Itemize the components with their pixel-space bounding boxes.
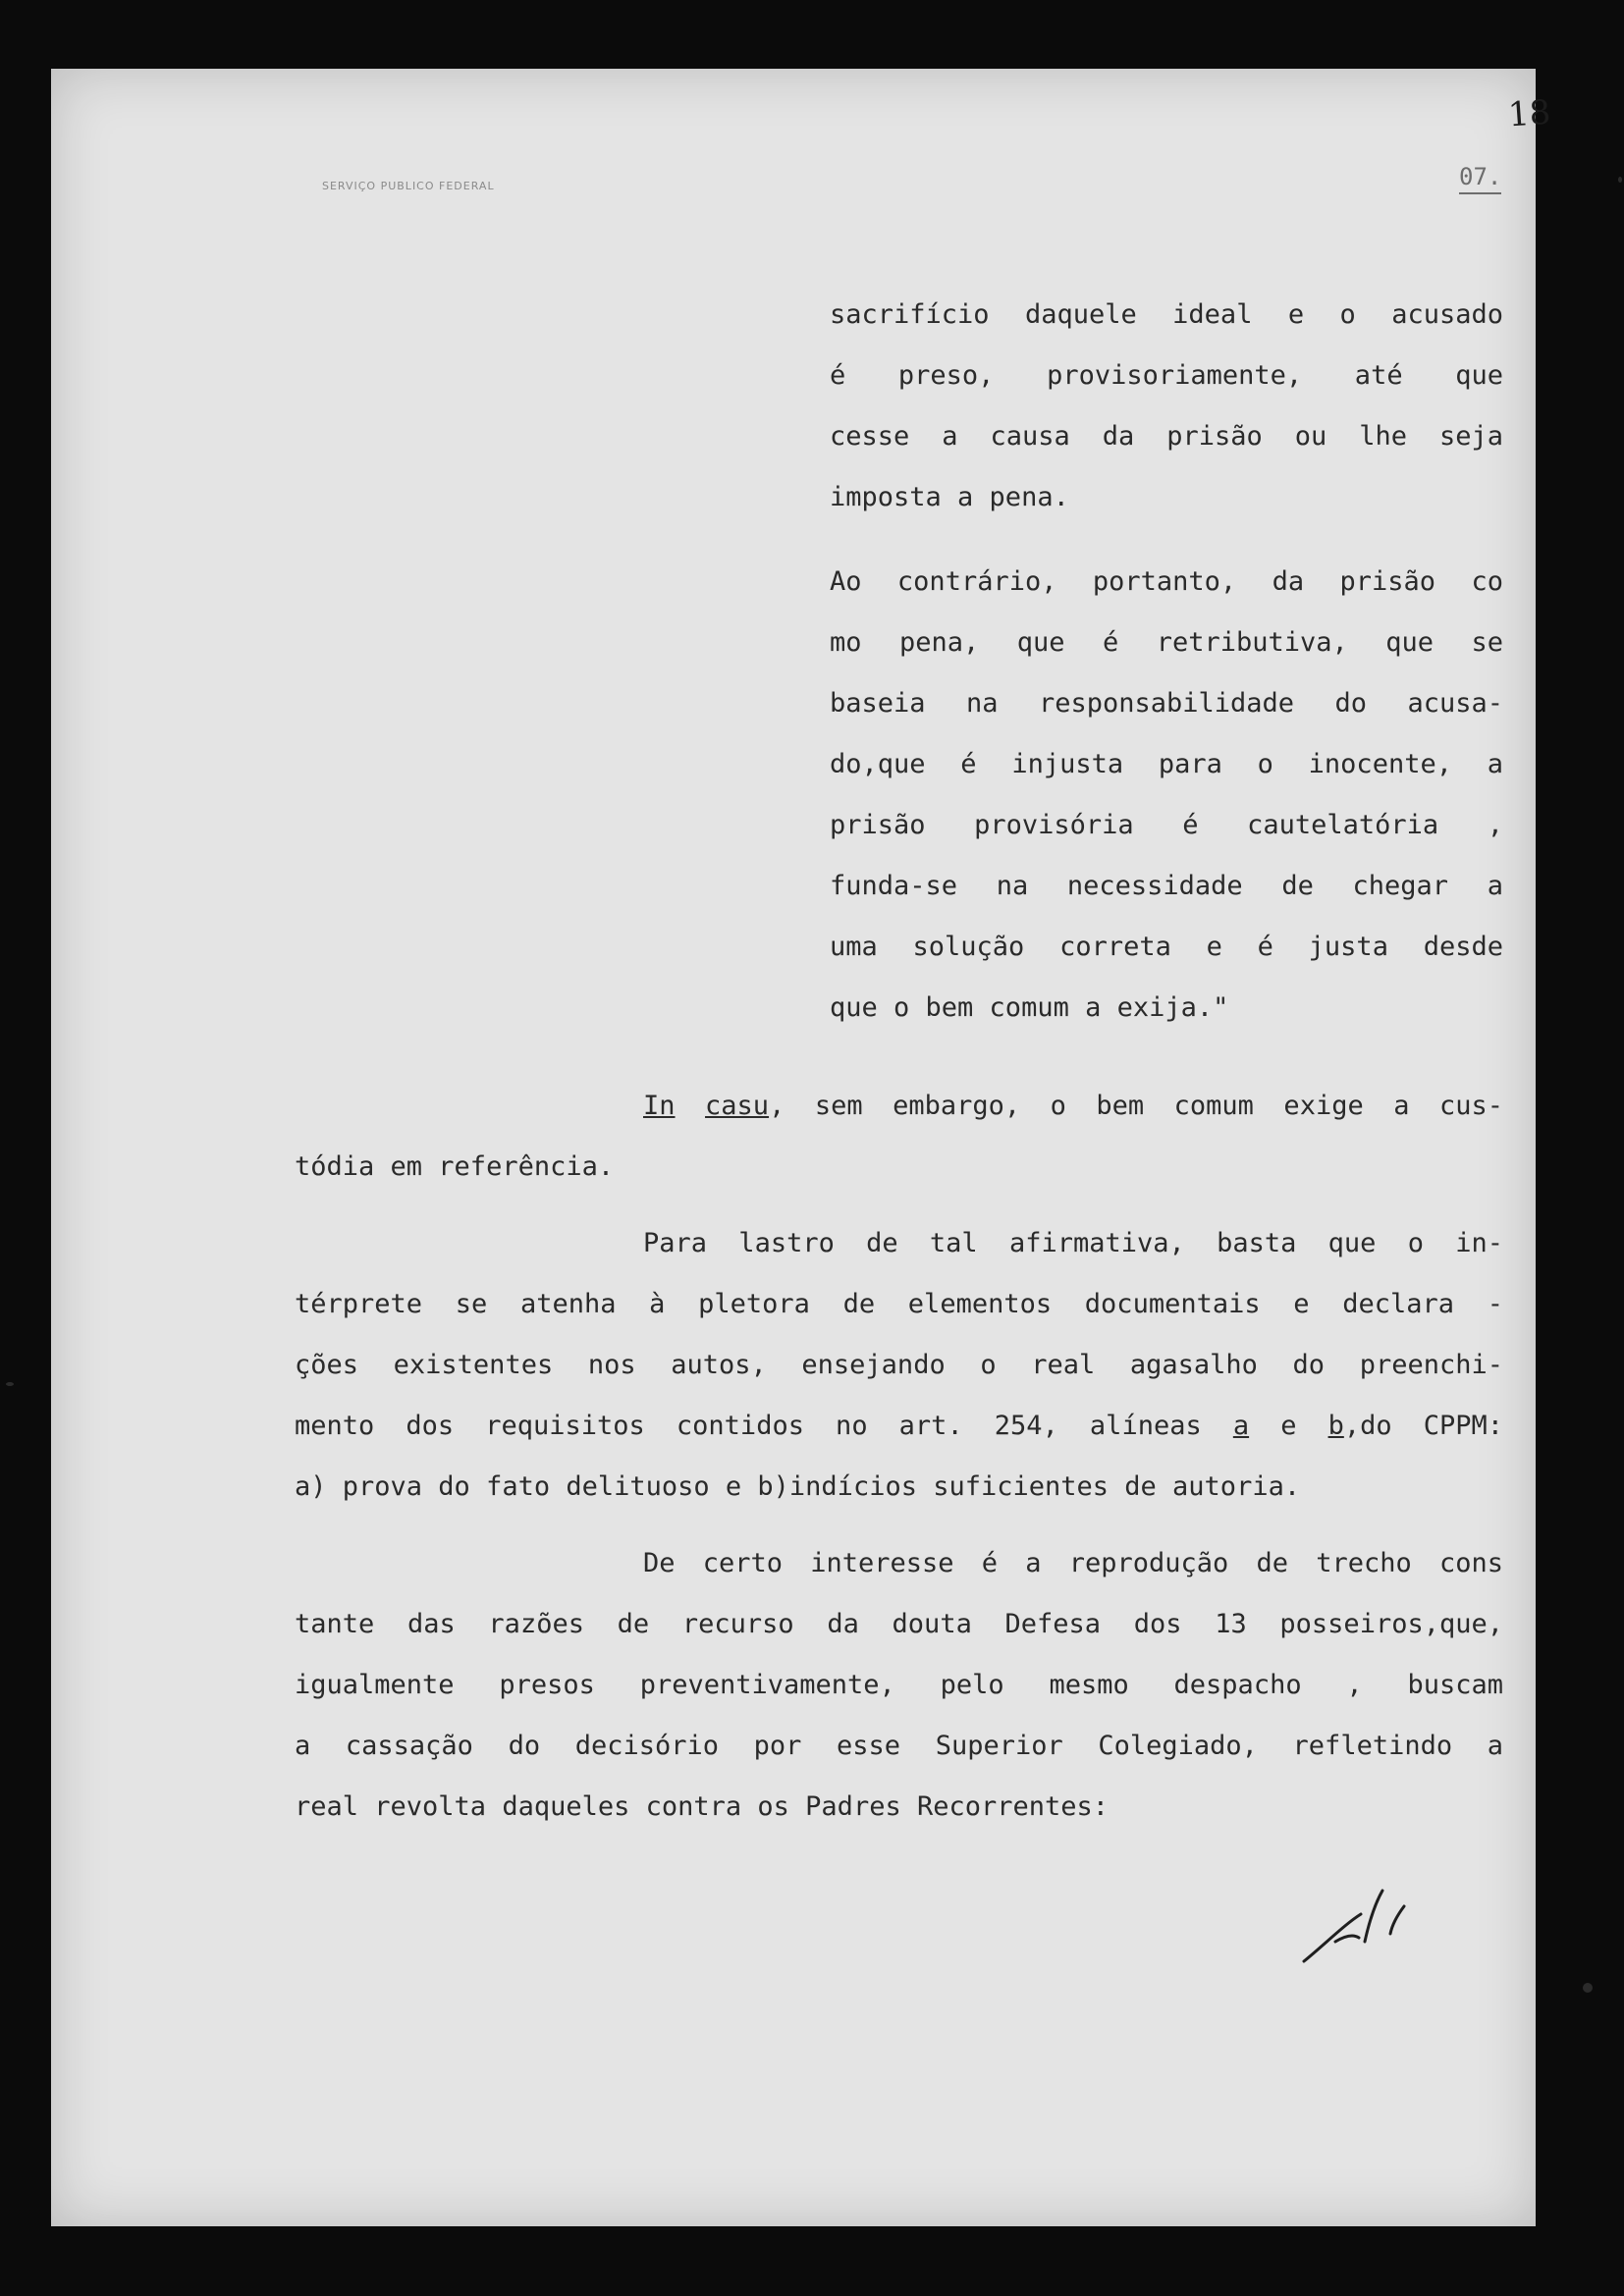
- paragraph-line: Para lastro de tal afirmativa, basta que o in-: [643, 1228, 1503, 1258]
- paragraph-line: térprete se atenha à pletora de elementos documentais e declara -: [295, 1289, 1503, 1319]
- paragraph-line: De certo interesse é a reprodução de trecho cons: [643, 1548, 1503, 1578]
- scan-speck: [1618, 177, 1622, 183]
- quote-line: prisão provisória é cautelatória ,: [830, 810, 1503, 840]
- paragraph-line: tódia em referência.: [295, 1151, 615, 1182]
- folio-number: 18: [1506, 92, 1552, 135]
- scan-speck: [1583, 1983, 1593, 1993]
- scan-speck: [6, 1382, 14, 1386]
- quote-line: uma solução correta e é justa desde: [830, 932, 1503, 962]
- alinea-a: a: [1232, 1411, 1250, 1441]
- paragraph-line: a cassação do decisório por esse Superior Colegiado, refletindo a: [295, 1731, 1503, 1761]
- quote-line: mo pena, que é retributiva, que se: [830, 627, 1503, 658]
- paragraph-line: real revolta daqueles contra os Padres Recorrentes:: [295, 1791, 1110, 1822]
- paragraph-line: igualmente presos preventivamente, pelo mesmo despacho , buscam: [295, 1670, 1503, 1700]
- latin-term-in: In: [643, 1091, 676, 1121]
- quote-line: sacrifício daquele ideal e o acusado: [830, 299, 1503, 330]
- paragraph-para-lastro: [295, 1213, 1503, 1518]
- paragraph-line: tante das razões de recurso da douta Defesa dos 13 posseiros,que,: [295, 1609, 1503, 1639]
- quote-line: imposta a pena.: [830, 482, 1069, 512]
- quote-line: que o bem comum a exija.": [830, 992, 1229, 1023]
- latin-term-casu: casu: [705, 1091, 770, 1121]
- header-stamp: SERVIÇO PUBLICO FEDERAL: [322, 180, 495, 192]
- paragraph-de-certo-interesse: [295, 1533, 1503, 1838]
- quote-line: é preso, provisoriamente, até que: [830, 360, 1503, 391]
- paragraph-line: mento dos requisitos contidos no art. 254, alíneas a e b,do CPPM:: [295, 1411, 1503, 1441]
- quote-line: funda-se na necessidade de chegar a: [830, 871, 1503, 901]
- paragraph-line: ções existentes nos autos, ensejando o real agasalho do preenchi-: [295, 1350, 1503, 1380]
- handwritten-initials: [1296, 1885, 1424, 1973]
- paragraph-line: , sem embargo, o bem comum exige a cus-: [769, 1091, 1503, 1121]
- quote-line: do,que é injusta para o inocente, a: [830, 749, 1503, 779]
- quoted-passage: [830, 285, 1503, 1039]
- quote-line: Ao contrário, portanto, da prisão co: [830, 566, 1503, 597]
- body-text: [295, 1076, 1503, 1838]
- quote-line: cesse a causa da prisão ou lhe seja: [830, 421, 1503, 452]
- paragraph-line: a) prova do fato delituoso e b)indícios suficientes de autoria.: [295, 1471, 1301, 1502]
- paragraph-in-casu: [295, 1076, 1503, 1198]
- alinea-b: b: [1327, 1411, 1344, 1441]
- quote-line: baseia na responsabilidade do acusa-: [830, 688, 1503, 719]
- page-number: 07.: [1459, 163, 1501, 194]
